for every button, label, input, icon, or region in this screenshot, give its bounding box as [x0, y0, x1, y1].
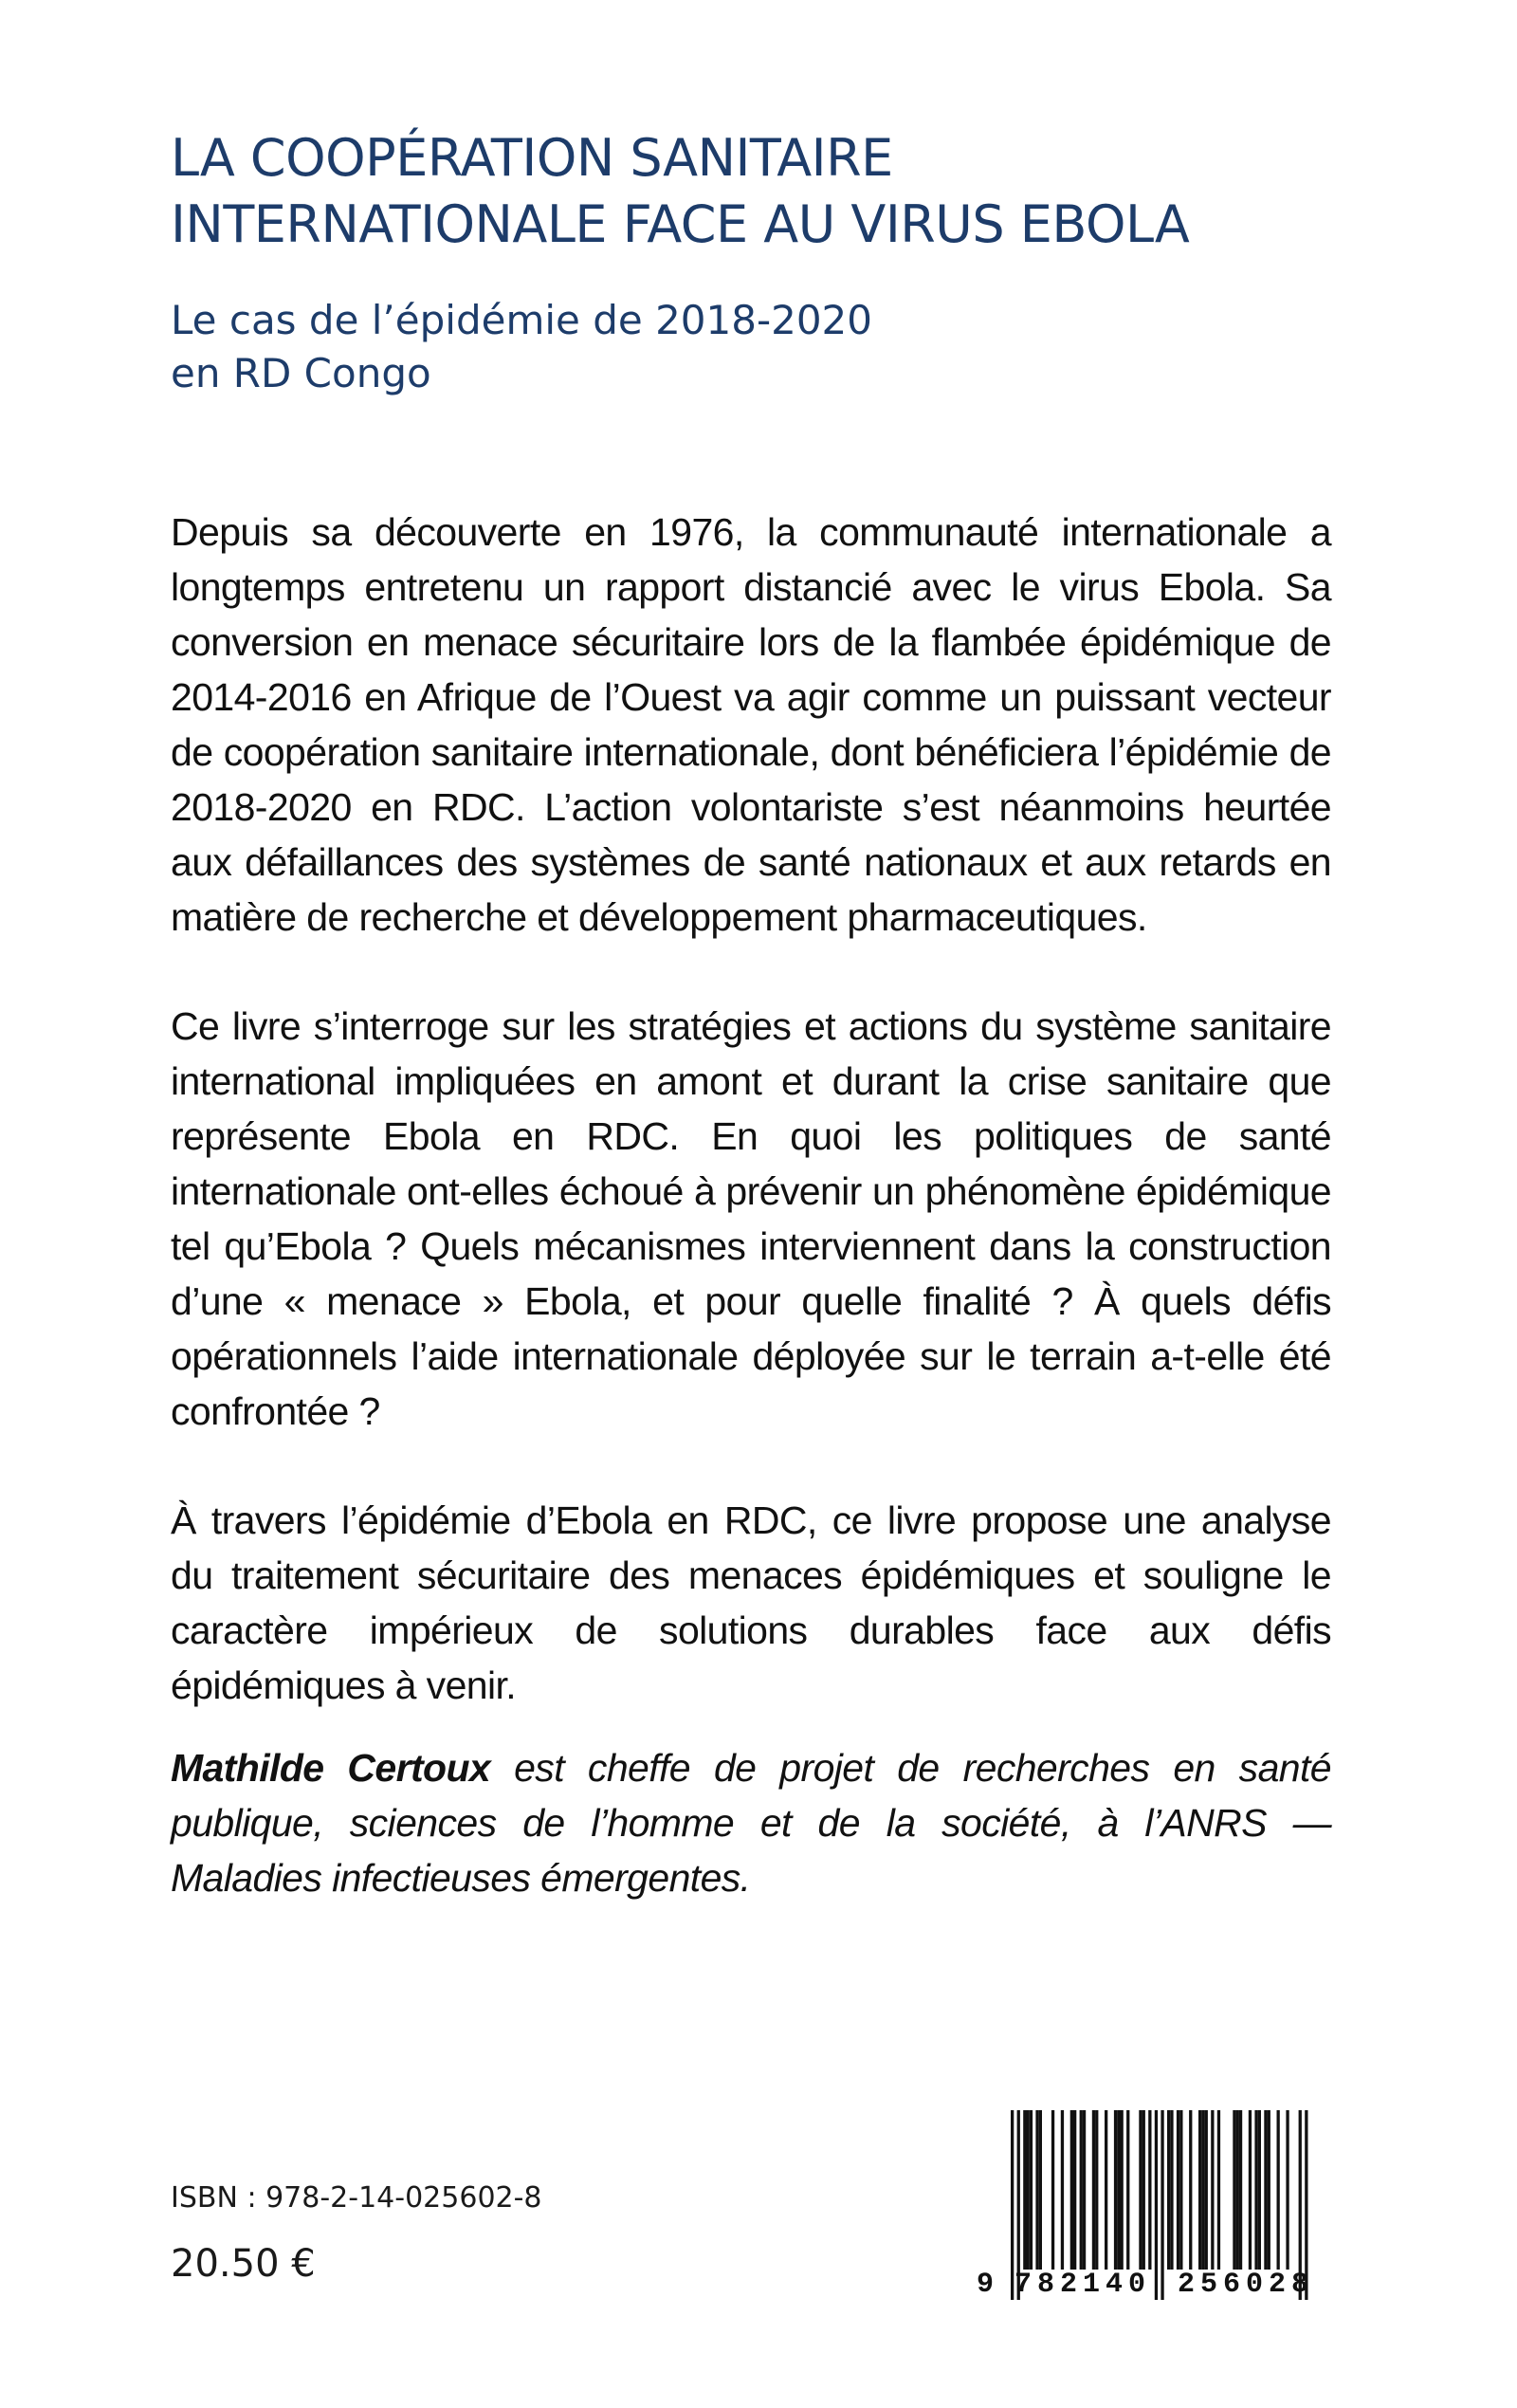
barcode-bar	[1139, 2110, 1142, 2270]
barcode-bar	[1277, 2110, 1280, 2270]
book-title	[171, 125, 1365, 258]
barcode-bar	[1080, 2110, 1083, 2270]
barcode-bar	[1201, 2110, 1204, 2270]
book-title-line-2: INTERNATIONALE FACE AU VIRUS EBOLA	[171, 194, 1190, 254]
barcode-bar	[1264, 2110, 1267, 2270]
blurb-paragraph-2: Ce livre s’interroge sur les stratégies et actions du système sanitaire international impliquées en amont et durant la crise sanitaire que représente Ebola en RDC. En quoi les politiques de santé internationale ont-elles échoué à prévenir un phénomène épidémique tel qu’Ebola ? Quels mécanismes interviennent dans la construction d’une « menace » Ebola, et pour quelle finalité ? À quels défis opérationnels l’aide internationale déployée sur le terrain a-t-elle été confrontée ?	[171, 1004, 1331, 1433]
barcode-bar	[1061, 2110, 1064, 2270]
barcode-bar	[1030, 2110, 1033, 2270]
author-bio-text: est cheffe de projet de recherches en santé publique, sciences de l’homme et de la société, à l’ANRS — Maladies infectieuses émergentes.	[171, 1746, 1331, 1900]
barcode-bar	[1073, 2110, 1076, 2270]
barcode-bar	[1254, 2110, 1257, 2270]
barcode-bar	[1105, 2110, 1107, 2270]
barcode-bar	[1027, 2110, 1030, 2270]
barcode-bar	[1114, 2110, 1117, 2270]
barcode-group-1: 782140	[1014, 2269, 1152, 2301]
barcode-bar	[1035, 2110, 1038, 2270]
barcode-bar	[1236, 2110, 1239, 2270]
barcode-bar	[1205, 2110, 1208, 2270]
barcode-bar	[1198, 2110, 1201, 2270]
blurb-paragraph-1: Depuis sa découverte en 1976, la communauté internationale a longtemps entretenu un rapport distancié avec le virus Ebola. Sa conversion en menace sécuritaire lors de la flambée épidémique de 2014-2016 en Afrique de l’Ouest va agir comme un puissant vecteur de coopération sanitaire internationale, dont bénéficiera l’épidémie de 2018-2020 en RDC. L’action volontariste s’est néanmoins heurtée aux défaillances des systèmes de santé nationaux et aux retards en matière de recherche et développement pharmaceutiques.	[171, 510, 1331, 939]
barcode-bar	[1211, 2110, 1214, 2270]
book-subtitle	[171, 294, 1308, 400]
author-name: Mathilde Certoux	[171, 1746, 491, 1790]
barcode-bar	[1177, 2110, 1179, 2270]
barcode-bar	[1239, 2110, 1242, 2270]
barcode-bar	[1189, 2110, 1192, 2270]
barcode-bar	[1051, 2110, 1054, 2270]
isbn: ISBN : 978-2-14-025602-8	[171, 2181, 542, 2215]
book-subtitle-line-2: en RD Congo	[171, 350, 431, 396]
barcode-bar	[1126, 2110, 1129, 2270]
book-title-line-1: LA COOPÉRATION SANITAIRE	[171, 128, 893, 188]
barcode-bar	[1268, 2110, 1270, 2270]
barcode-bar	[1023, 2110, 1026, 2270]
barcode-bar	[1142, 2110, 1145, 2270]
barcode-bar	[1286, 2110, 1289, 2270]
barcode-bar	[1179, 2110, 1182, 2270]
barcode-bar	[1092, 2110, 1095, 2270]
barcode-bar	[1258, 2110, 1261, 2270]
barcode-group-2: 256028	[1178, 2269, 1315, 2301]
barcode-bar	[1117, 2110, 1120, 2270]
barcode-digits	[977, 2269, 1346, 2312]
barcode-bar	[1039, 2110, 1042, 2270]
barcode-bar	[1070, 2110, 1073, 2270]
barcode-bar	[1121, 2110, 1124, 2270]
barcode-bar	[1083, 2110, 1086, 2270]
barcode-bar	[1148, 2110, 1151, 2270]
book-subtitle-line-1: Le cas de l’épidémie de 2018-2020	[171, 297, 873, 343]
barcode-bar	[1170, 2110, 1173, 2270]
barcode-bar	[1249, 2110, 1252, 2270]
barcode-digit-first: 9	[977, 2269, 995, 2301]
barcode-bar	[1217, 2110, 1220, 2270]
blurb-paragraph-3: À travers l’épidémie d’Ebola en RDC, ce livre propose une analyse du traitement sécuritaire des menaces épidémiques et souligne le caractère impérieux de solutions durables face aux défis épidémiques à venir.	[171, 1498, 1331, 1707]
blurb	[171, 505, 1331, 1767]
price: 20.50 €	[171, 2242, 316, 2286]
barcode-bar	[1167, 2110, 1170, 2270]
barcode-bar	[1233, 2110, 1235, 2270]
author-bio	[171, 1740, 1331, 1905]
barcode-bar	[1095, 2110, 1098, 2270]
